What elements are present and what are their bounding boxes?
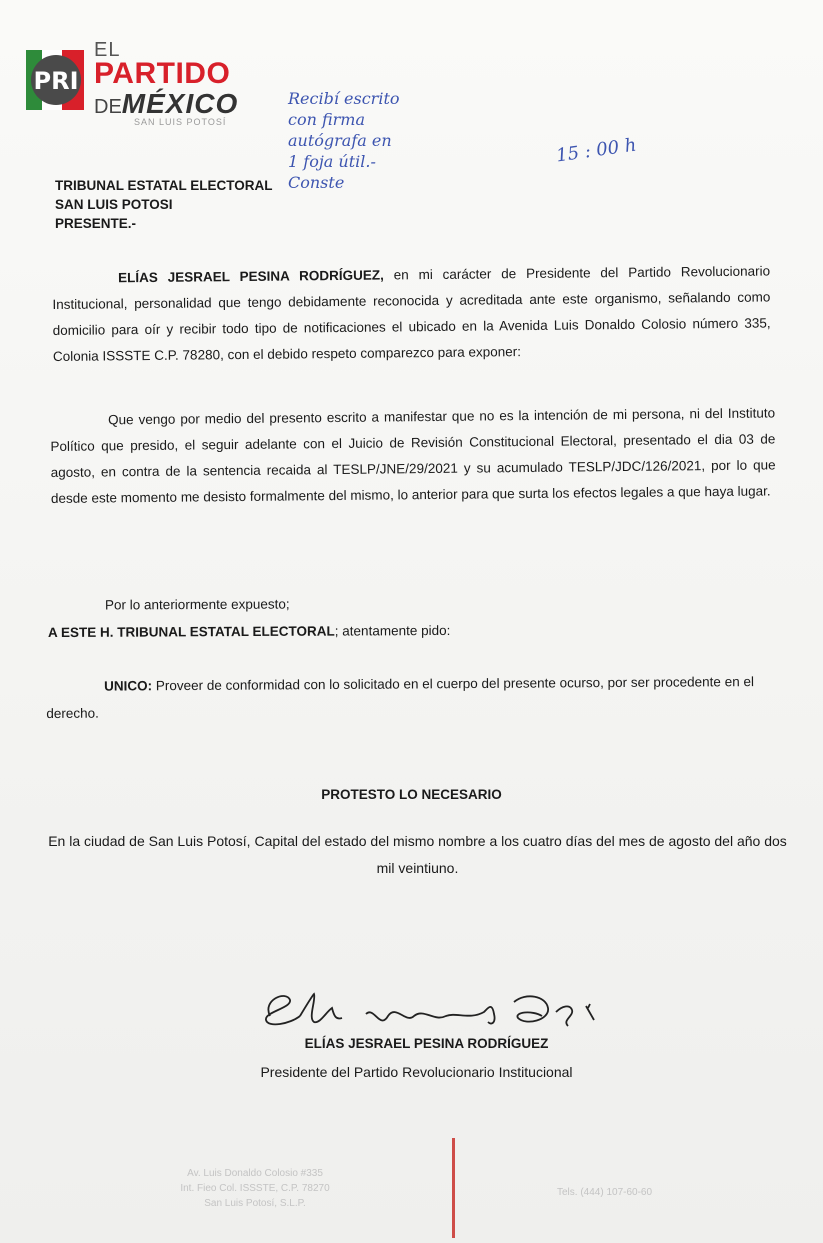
- pido-line: [48, 623, 450, 640]
- footer-phone: Tels. (444) 107-60-60: [557, 1187, 653, 1198]
- party-logo-icon: [26, 44, 86, 112]
- paragraph-intro-text: en mi carácter de Presidente del Partido Revolucionario Institucional, personalidad que tengo debidamente reconocida y acreditada ante este organismo, señalando como domicilio para oír y recibir todo tipo de notificaciones el ubicado en la Avenida Luis Donaldo Colosio número 335, Colonia ISSSTE C.P. 78280, con el debido respeto comparezco para exponer:: [52, 263, 771, 364]
- signer-name: ELÍAS JESRAEL PESINA RODRÍGUEZ: [304, 1036, 549, 1051]
- pido-bold: A ESTE H. TRIBUNAL ESTATAL ELECTORAL: [47, 623, 335, 641]
- paragraph-desistance: [50, 400, 776, 512]
- addressee-line: TRIBUNAL ESTATAL ELECTORAL: [55, 178, 273, 193]
- unico-text: Proveer de conformidad con lo solicitado en el cuerpo del presente ocurso, por ser procedente en el derecho.: [46, 674, 754, 721]
- handwritten-line: Conste: [288, 173, 345, 192]
- logo-partido: PARTIDO: [94, 57, 231, 90]
- handwritten-line: con firma: [288, 110, 366, 129]
- protesto-heading: PROTESTO LO NECESARIO: [321, 787, 502, 802]
- place-date-line: En la ciudad de San Luis Potosí, Capital del estado del mismo nombre a los cuatro días del mes de agosto del año dos mil veintiuno.: [48, 833, 787, 876]
- footer-divider: [452, 1138, 455, 1238]
- party-logo-wordmark: [94, 39, 264, 119]
- handwritten-line: Recibí escrito: [288, 89, 400, 108]
- footer-address-line: Int. Fieo Col. ISSSTE, C.P. 78270: [180, 1183, 330, 1194]
- handwritten-time: 15 : 00 h: [554, 134, 638, 167]
- logo-mexico: MÉXICO: [121, 88, 239, 119]
- logo-el: EL: [94, 39, 121, 61]
- addressee-line: SAN LUIS POTOSI: [55, 197, 173, 212]
- handwritten-receipt-note: [288, 88, 448, 193]
- unico-label: UNICO:: [104, 678, 153, 694]
- logo-subtitle: SAN LUIS POTOSÍ: [134, 117, 227, 127]
- footer-address: [140, 1166, 370, 1211]
- signer-title: Presidente del Partido Revolucionario Institucional: [260, 1064, 573, 1080]
- logo-de: DE: [94, 96, 122, 118]
- expuesto-line: Por lo anteriormente expuesto;: [104, 596, 290, 613]
- paragraph-desistance-text: Que vengo por medio del presento escrito a manifestar que no es la intención de mi persona, ni del Instituto Político que presido, el seguir adelante con el Juicio de Revisión Constitucional Electoral, presentado el dia 03 de agosto, en contra de la sentencia recaida al TESLP/JNE/29/2021 y su acumulado TESLP/JDC/126/2021, por lo que desde este momento me desisto formalmente del mismo, lo anterior para que surta los efectos legales a que haya lugar.: [50, 405, 776, 506]
- pido-rest: ; atentamente pido:: [334, 622, 451, 639]
- handwritten-line: autógrafa en: [288, 131, 392, 150]
- unico-paragraph: [46, 668, 786, 727]
- footer-address-line: Av. Luis Donaldo Colosio #335: [187, 1168, 323, 1179]
- addressee-block: [55, 176, 273, 233]
- paragraph-intro: [52, 258, 771, 370]
- petitioner-name: ELÍAS JESRAEL PESINA RODRÍGUEZ,: [118, 267, 384, 286]
- svg-text:PRI: PRI: [33, 67, 79, 95]
- addressee-line: PRESENTE.-: [55, 216, 137, 231]
- handwritten-line: 1 foja útil.-: [288, 152, 376, 171]
- footer-address-line: San Luis Potosí, S.L.P.: [204, 1198, 306, 1209]
- handwritten-signature: [256, 986, 636, 1036]
